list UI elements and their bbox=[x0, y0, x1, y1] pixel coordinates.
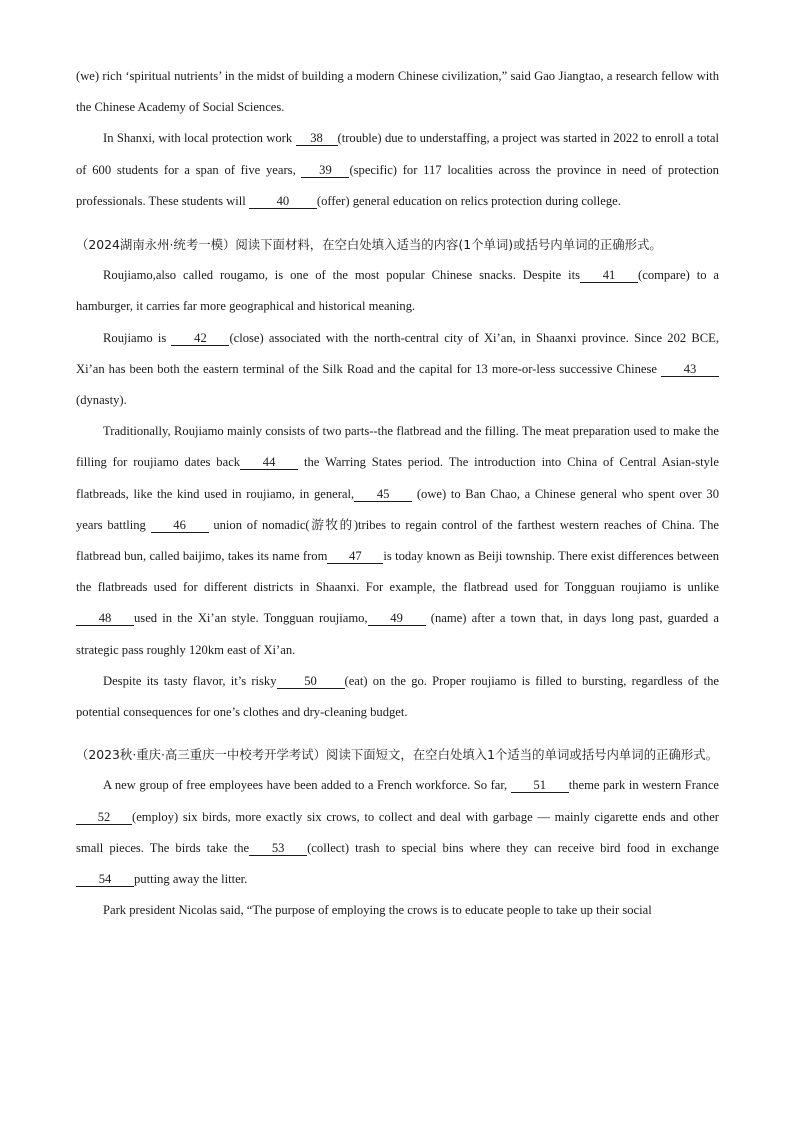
blank-54[interactable]: 54 bbox=[76, 872, 134, 887]
text-run: theme park in western France bbox=[568, 778, 720, 793]
text-run: (collect) trash to special bins where they can receive bird food in exchange bbox=[307, 840, 720, 855]
passage-2-paragraph-3 bbox=[76, 416, 719, 666]
passage-3-paragraph-1 bbox=[76, 770, 719, 895]
blank-41[interactable]: 41 bbox=[580, 268, 638, 283]
text-run: putting away the litter. bbox=[134, 872, 248, 887]
blank-38[interactable]: 38 bbox=[296, 131, 338, 146]
blank-43[interactable]: 43 bbox=[661, 362, 719, 377]
text-run: (specific) for 117 localities across the province in need of protection professionals. These students will bbox=[76, 162, 719, 208]
blank-50[interactable]: 50 bbox=[277, 674, 345, 689]
blank-51[interactable]: 51 bbox=[511, 778, 569, 793]
text-run: used in the Xi’an style. Tongguan roujiamo, bbox=[134, 611, 368, 626]
text-run: (close) associated with the north-central city of Xi’an, in Shaanxi province. Since 202 BCE, Xi’an has been both the eastern terminal of the Silk Road and the capital for 13 more-or-less successive Chinese bbox=[76, 330, 719, 376]
text-run: Roujiamo,also called rougamo, is one of the most popular Chinese snacks. Despite its bbox=[103, 268, 581, 283]
blank-49[interactable]: 49 bbox=[368, 611, 426, 626]
passage-2-paragraph-4 bbox=[76, 666, 719, 728]
blank-53[interactable]: 53 bbox=[249, 841, 307, 856]
blank-48[interactable]: 48 bbox=[76, 611, 134, 626]
section-gap bbox=[76, 217, 719, 229]
text-run: (dynasty). bbox=[76, 393, 127, 408]
passage-1-paragraph-2 bbox=[76, 123, 719, 217]
text-run: (offer) general education on relics protection during college. bbox=[316, 193, 621, 208]
text-run: (name) after a town that, in days long past, guarded a strategic pass roughly 120km east of Xi’an. bbox=[76, 611, 719, 657]
text-run: Despite its tasty flavor, it’s risky bbox=[103, 673, 277, 688]
text-run: (owe) to Ban Chao, a Chinese general who spent over 30 years battling bbox=[76, 486, 719, 532]
blank-40[interactable]: 40 bbox=[249, 194, 317, 209]
blank-45[interactable]: 45 bbox=[354, 487, 412, 502]
text-run: union of nomadic(游牧的)tribes to regain control of the farthest western reaches of China. The flatbread bun, called baijimo, takes its name from bbox=[76, 517, 719, 564]
blank-44[interactable]: 44 bbox=[240, 455, 298, 470]
passage-1-paragraph-1: (we) rich ‘spiritual nutrients’ in the midst of building a modern Chinese civilization,” said Gao Jiangtao, a research fellow with the Chinese Academy of Social Sciences. bbox=[76, 69, 719, 115]
text-run: (eat) on the go. Proper roujiamo is filled to bursting, regardless of the potential consequences for one’s clothes and dry-cleaning budget. bbox=[76, 673, 719, 720]
passage-2-header: （2024湖南永州·统考一模）阅读下面材料，在空白处填入适当的内容(1个单词)或括号内单词的正确形式。 bbox=[76, 237, 662, 253]
blank-52[interactable]: 52 bbox=[76, 810, 132, 825]
blank-47[interactable]: 47 bbox=[327, 549, 383, 564]
blank-46[interactable]: 46 bbox=[151, 518, 209, 533]
blank-42[interactable]: 42 bbox=[171, 331, 229, 346]
passage-2-paragraph-1 bbox=[76, 260, 719, 322]
passage-2-paragraph-2 bbox=[76, 323, 719, 417]
text-run: is today known as Beiji township. There exist differences between the flatbreads used for different districts in Shaanxi. For example, the flatbread used for Tongguan roujiamo is unlike bbox=[76, 549, 720, 595]
text-run: (compare) to a hamburger, it carries far more geographical and historical meaning. bbox=[76, 268, 719, 314]
text-run: A new group of free employees have been added to a French workforce. So far, bbox=[103, 778, 511, 793]
text-run: the Warring States period. The introduction into China of Central Asian-style flatbreads, like the kind used in roujiamo, in general, bbox=[76, 455, 719, 501]
text-run: (trouble) due to understaffing, a project was started in 2022 to enroll a total of 600 students for a span of five years, bbox=[76, 131, 719, 177]
document-page bbox=[76, 61, 719, 926]
section-gap bbox=[76, 728, 719, 739]
text-run: Roujiamo is bbox=[103, 330, 172, 345]
text-run: In Shanxi, with local protection work bbox=[103, 131, 296, 146]
passage-3-paragraph-2: Park president Nicolas said, “The purpose of employing the crows is to educate people to take up their social bbox=[103, 903, 652, 918]
blank-39[interactable]: 39 bbox=[301, 163, 349, 178]
text-run: (employ) six birds, more exactly six crows, to collect and deal with garbage — mainly cigarette ends and other small pieces. The birds take the bbox=[76, 809, 719, 855]
passage-3-header: （2023秋·重庆·高三重庆一中校考开学考试）阅读下面短文，在空白处填入1个适当的单词或括号内单词的正确形式。 bbox=[76, 747, 719, 763]
text-run: Traditionally, Roujiamo mainly consists of two parts--the flatbread and the filling. The meat preparation used to make the filling for roujiamo dates back bbox=[76, 424, 719, 470]
